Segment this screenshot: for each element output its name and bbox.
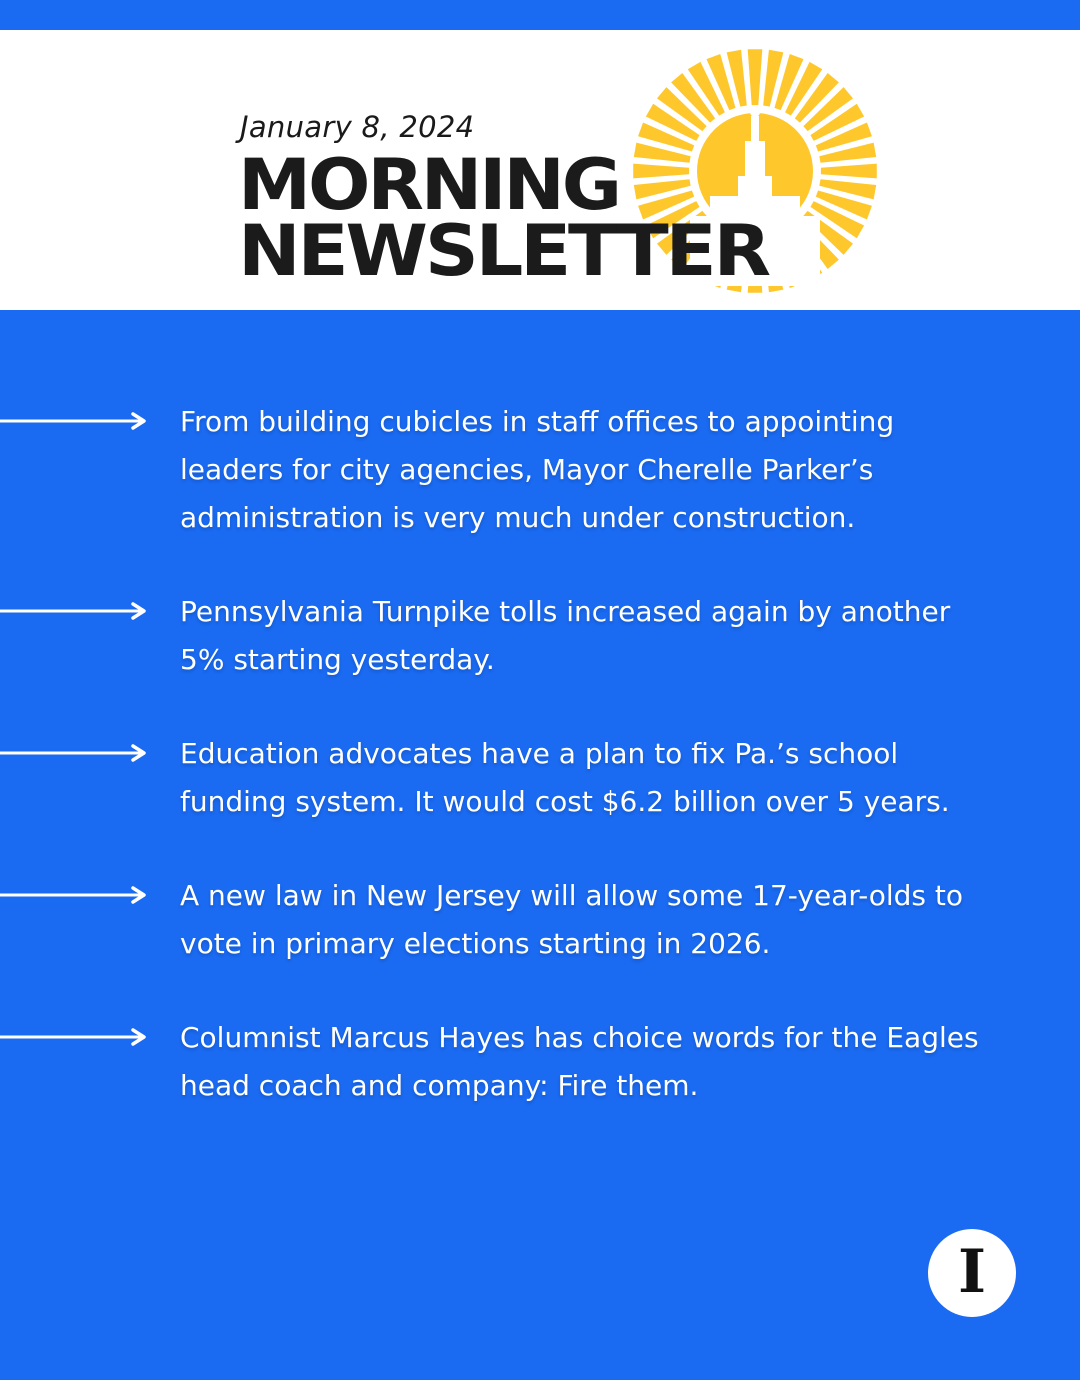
story-list [0,398,1080,1156]
story-text[interactable]: A new law in New Jersey will allow some 17-year-olds to vote in primary elections starting in 2026. [180,879,963,960]
story-item[interactable] [0,872,1080,1014]
sun-ray [748,49,763,105]
story-text[interactable]: From building cubicles in staff offices to appointing leaders for city agencies, Mayor Cherelle Parker’s administration is very much under construction. [180,405,895,534]
story-text[interactable]: Education advocates have a plan to fix Pa.’s school funding system. It would cost $6.2 billion over 5 years. [180,737,950,818]
story-item[interactable] [0,588,1080,730]
sun-ray [633,164,689,179]
sun-ray [821,164,877,179]
story-item[interactable] [0,730,1080,872]
arrow-right-icon [0,412,150,430]
arrow-right-icon [0,886,150,904]
story-text[interactable]: Columnist Marcus Hayes has choice words for the Eagles head coach and company: Fire them. [180,1021,979,1102]
story-text[interactable]: Pennsylvania Turnpike tolls increased again by another 5% starting yesterday. [180,595,951,676]
story-item[interactable] [0,1014,1080,1156]
logo-letter: I [957,1237,987,1307]
inquirer-logo-icon[interactable] [928,1229,1016,1317]
story-item[interactable] [0,398,1080,540]
newsletter-date: January 8, 2024 [240,110,475,144]
arrow-right-icon [0,1028,150,1046]
newsletter-header [0,30,1080,310]
story-spacer [0,540,1080,588]
top-band [0,0,1080,30]
arrow-right-icon [0,744,150,762]
newsletter-title-line-2: NEWSLETTER [238,210,768,292]
newsletter-title-line-1: MORNING [238,144,619,226]
arrow-right-icon [0,602,150,620]
